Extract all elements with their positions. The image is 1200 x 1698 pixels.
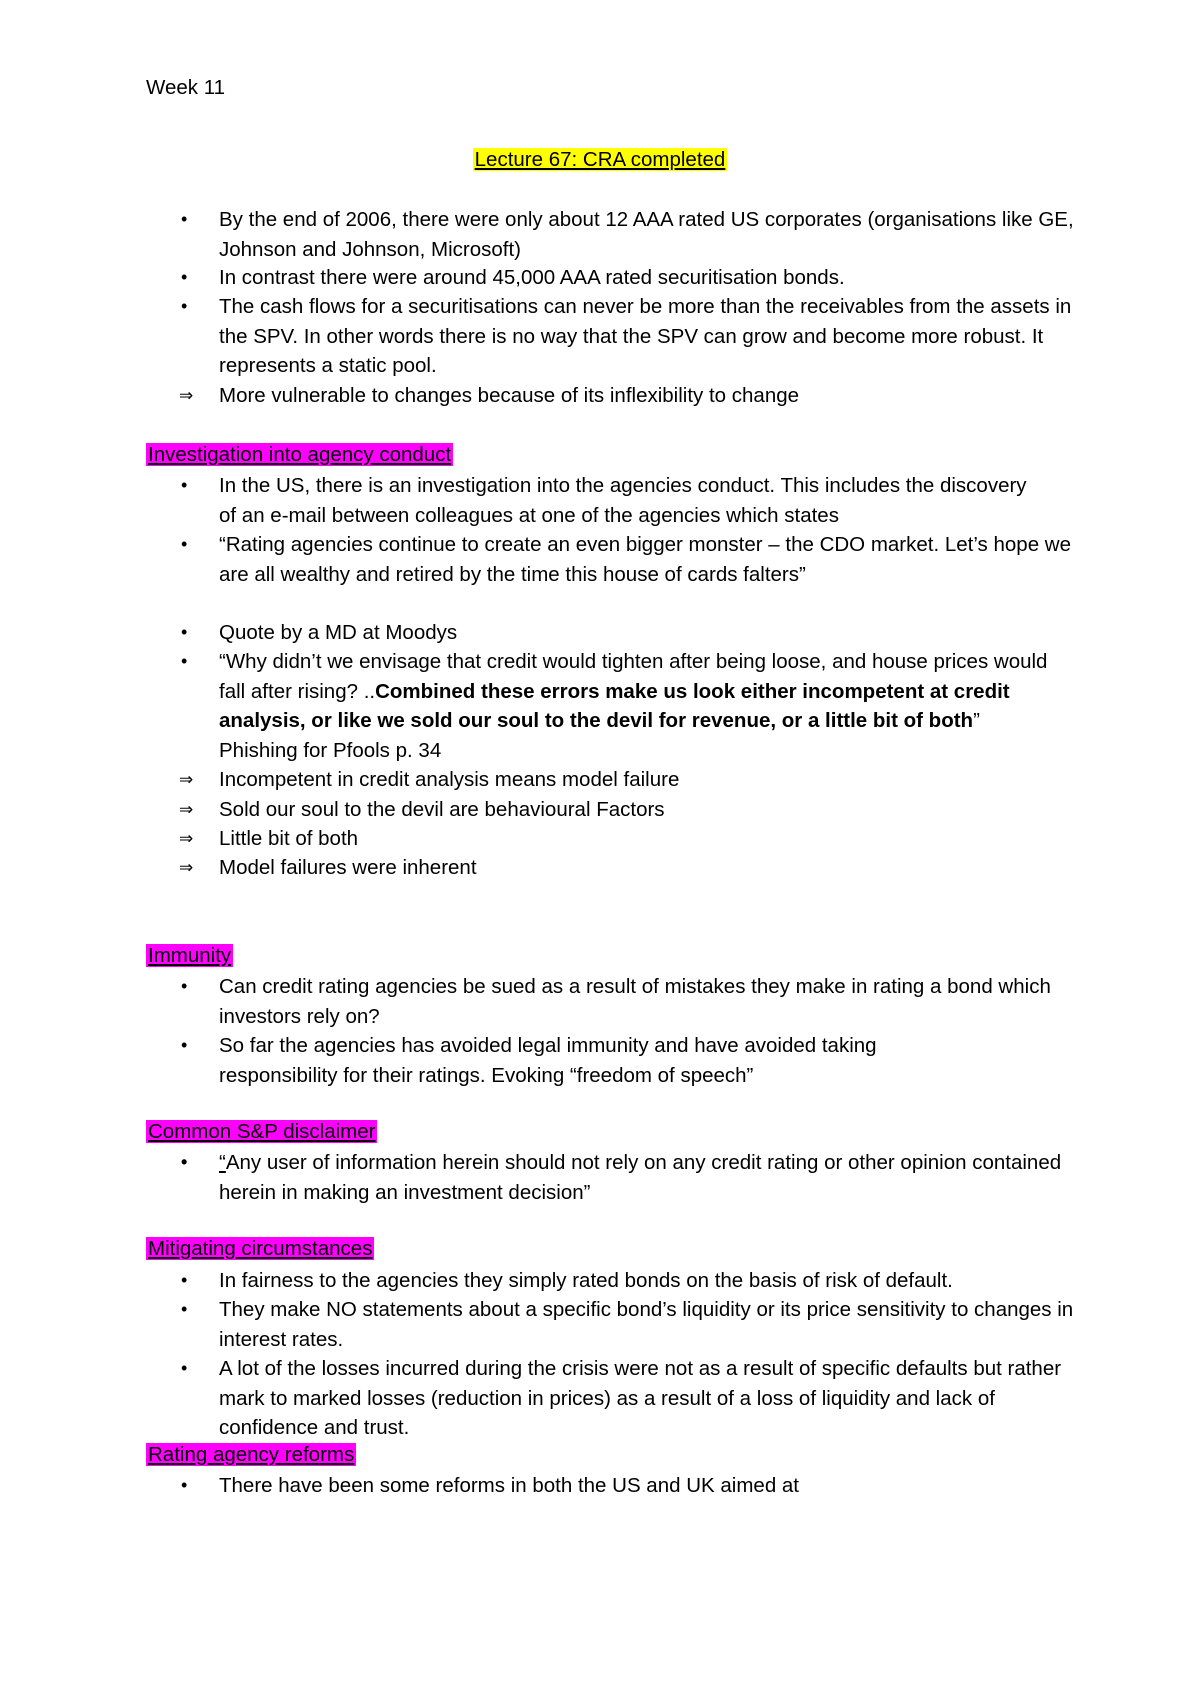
list-item (179, 765, 1083, 795)
list-item-text: More vulnerable to changes because of its inflexibility to change (219, 384, 800, 407)
section-heading (146, 1442, 356, 1468)
arrow-icon: ⇒ (179, 858, 194, 877)
list-item (179, 824, 1083, 854)
list-item-text: In contrast there were around 45,000 AAA rated securitisation bonds. (219, 266, 845, 289)
list-item-text (219, 647, 1059, 765)
quote-source-text: ” Phishing for Pfools p. 34 (219, 709, 980, 762)
bullet-icon: • (181, 622, 188, 642)
bullet-icon: • (181, 1035, 188, 1055)
list-item (183, 1471, 1083, 1501)
list-item (183, 1148, 1083, 1207)
list-item (183, 205, 1083, 264)
lecture-title-text: Lecture 67: CRA completed (474, 148, 726, 171)
quote-text: “Why didn’t we envisage that credit would tighten after being loose, and house prices would fall after rising? .. (219, 650, 1048, 703)
disclaimer-text: Any user of information herein should not rely on any credit rating or other opinion contained herein in making an investment decision” (219, 1151, 1062, 1204)
list-item (183, 618, 1083, 648)
list-item (183, 1295, 1083, 1354)
list-item (183, 1031, 1083, 1090)
list-item-text: There have been some reforms in both the US and UK aimed at (219, 1474, 800, 1497)
list-item-text: Model failures were inherent (219, 856, 477, 879)
list-item (183, 292, 1083, 381)
list-item-text: Quote by a MD at Moodys (219, 621, 458, 644)
week-label: Week 11 (146, 76, 226, 99)
list-item (183, 471, 1083, 530)
list-item (183, 1266, 1083, 1296)
arrow-icon: ⇒ (179, 386, 194, 405)
bullet-icon: • (181, 475, 188, 495)
section-heading-text: Investigation into agency conduct (148, 443, 452, 466)
list-item-text: Can credit rating agencies be sued as a result of mistakes they make in rating a bond which investors rely on? (219, 975, 1051, 1028)
lecture-title (0, 147, 1200, 173)
bullet-icon: • (181, 1475, 188, 1495)
section-heading-text: Mitigating circumstances (148, 1237, 373, 1260)
section-heading-text: Common S&P disclaimer (148, 1120, 376, 1143)
arrow-icon: ⇒ (179, 800, 194, 819)
bullet-icon: • (181, 534, 188, 554)
list-item (179, 795, 1083, 825)
arrow-icon: ⇒ (179, 829, 194, 848)
bullet-icon: • (181, 267, 188, 287)
list-item-text: In the US, there is an investigation into the agencies conduct. This includes the discovery of an e-mail between colleagues at one of the agencies which states (219, 474, 1027, 527)
list-item-text: In fairness to the agencies they simply rated bonds on the basis of risk of default. (219, 1269, 953, 1292)
list-item-text: They make NO statements about a specific bond’s liquidity or its price sensitivity to changes in interest rates. (219, 1298, 1074, 1351)
bullet-icon: • (181, 296, 188, 316)
arrow-icon: ⇒ (179, 770, 194, 789)
section-heading (146, 442, 453, 468)
quote-bold-text: Combined these errors make us look either incompetent at credit analysis, or like we sold our soul to the devil for revenue, or a little bit of both (219, 679, 1010, 732)
list-item (183, 972, 1083, 1031)
bullet-icon: • (181, 1270, 188, 1290)
section-heading (146, 943, 233, 969)
section-heading-text: Rating agency reforms (148, 1443, 355, 1466)
list-item (183, 263, 1083, 293)
list-item-text: The cash flows for a securitisations can never be more than the receivables from the assets in the SPV. In other words there is no way that the SPV can grow and become more robust. It represents a static pool. (219, 295, 1072, 377)
section-heading (146, 1119, 377, 1145)
list-item-text: By the end of 2006, there were only about 12 AAA rated US corporates (organisations like GE, Johnson and Johnson, Microsoft) (219, 208, 1074, 261)
list-item-text: So far the agencies has avoided legal immunity and have avoided taking responsibility for their ratings. Evoking “freedom of speech” (219, 1034, 877, 1087)
list-item-text: Little bit of both (219, 827, 359, 850)
list-item-text: “Rating agencies continue to create an even bigger monster – the CDO market. Let’s hope we are all wealthy and retired by the time this house of cards falters” (219, 533, 1071, 586)
list-item-text: Incompetent in credit analysis means model failure (219, 768, 680, 791)
list-item (183, 647, 1083, 765)
list-item (183, 1354, 1083, 1443)
list-item (183, 530, 1083, 589)
section-heading (146, 1236, 374, 1262)
bullet-icon: • (181, 1299, 188, 1319)
list-item (179, 381, 1083, 411)
list-item-text (219, 1148, 1079, 1207)
list-item-text: Sold our soul to the devil are behavioural Factors (219, 798, 665, 821)
bullet-icon: • (181, 1358, 188, 1378)
bullet-icon: • (181, 1152, 188, 1172)
section-heading-text: Immunity (148, 944, 232, 967)
list-item-text: A lot of the losses incurred during the crisis were not as a result of specific defaults but rather mark to marked losses (reduction in prices) as a result of a loss of liquidity and lack of confidence and trust. (219, 1357, 1062, 1439)
quote-open-mark: “ (219, 1151, 226, 1174)
list-item (179, 853, 1083, 883)
bullet-icon: • (181, 651, 188, 671)
bullet-icon: • (181, 976, 188, 996)
bullet-icon: • (181, 209, 188, 229)
